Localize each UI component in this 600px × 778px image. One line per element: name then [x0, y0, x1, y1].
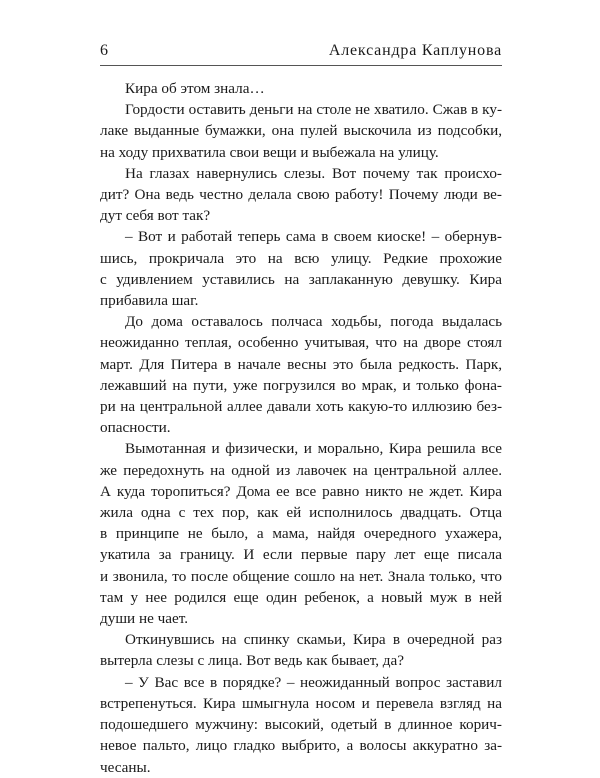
paragraph [100, 629, 502, 671]
text-line: укатила за границу. И если первые пару лет еще писала [100, 546, 502, 564]
text-line: с удивлением уставились на заплаканную девушку. Кира [100, 270, 502, 288]
header-rule [100, 65, 502, 66]
text-line: прибавила шаг. [100, 292, 199, 310]
text-line: невое пальто, лицо гладко выбрито, а волосы аккуратно за- [100, 737, 502, 755]
text-body [100, 78, 502, 778]
text-line: лежавший на пути, уже погрузился во мрак, и только фона- [100, 376, 502, 394]
text-line: в принципе не было, а мама, найдя очередного ухажера, [100, 525, 502, 543]
text-line: вытерла слезы с лица. Вот ведь как бывает, да? [100, 652, 404, 670]
text-line: и звонила, то после общение сошло на нет. Знала только, что [100, 567, 502, 585]
text-line: встрепенуться. Кира шмыгнула носом и перевела взгляд на [100, 694, 502, 712]
text-line: опасности. [100, 419, 171, 437]
text-line: же передохнуть на одной из лавочек на центральной аллее. [100, 461, 502, 479]
paragraph [100, 438, 502, 629]
text-line: души не чает. [100, 610, 189, 628]
paragraph [100, 99, 502, 163]
text-line: Кира об этом знала… [125, 80, 265, 97]
text-line: шись, прокричала это на всю улицу. Редкие прохожие [100, 249, 502, 267]
text-line: Вымотанная и физически, и морально, Кира решила все [125, 440, 502, 458]
text-line: ри на центральной аллее давали хоть какую-то иллюзию без- [100, 398, 502, 416]
text-line: лаке выданные бумажки, она пулей выскочила из подсобки, [100, 122, 502, 140]
text-line: Откинувшись на спинку скамьи, Кира в очередной раз [125, 631, 502, 649]
text-line: дут себя вот так? [100, 207, 211, 225]
page-number: 6 [100, 42, 108, 59]
text-line: – Вот и работай теперь сама в своем киоске! – обернув- [125, 228, 502, 246]
paragraph [100, 672, 502, 778]
text-line: На глазах навернулись слезы. Вот почему так происхо- [125, 164, 502, 182]
text-line: подошедшего мужчину: высокий, одетый в длинное корич- [100, 716, 502, 734]
text-line: Гордости оставить деньги на столе не хватило. Сжав в ку- [125, 101, 502, 119]
text-line: А куда торопиться? Дома ее все равно никто не ждет. Кира [100, 482, 502, 500]
text-line: неожиданно теплая, особенно учитывая, что на дворе стоял [100, 334, 502, 352]
page-header [100, 38, 502, 62]
text-line: дит? Она ведь честно делала свою работу! Почему люди ве- [100, 186, 502, 204]
paragraph [100, 78, 502, 99]
text-line: До дома оставалось полчаса ходьбы, погода выдалась [125, 313, 502, 331]
paragraph [100, 163, 502, 227]
text-line: – У Вас все в порядке? – неожиданный вопрос заставил [125, 673, 502, 691]
paragraph [100, 226, 502, 311]
text-line: там у нее родился еще один ребенок, а новый муж в ней [100, 588, 502, 606]
text-line: жила одна с тех пор, как ей исполнилось двадцать. Отца [100, 504, 502, 522]
text-line: на ходу прихватила свои вещи и выбежала на улицу. [100, 143, 439, 161]
text-line: март. Для Питера в начале весны это была редкость. Парк, [100, 355, 502, 373]
paragraph [100, 311, 502, 438]
text-line: чесаны. [100, 758, 151, 776]
running-title: Александра Каплунова [328, 42, 502, 59]
